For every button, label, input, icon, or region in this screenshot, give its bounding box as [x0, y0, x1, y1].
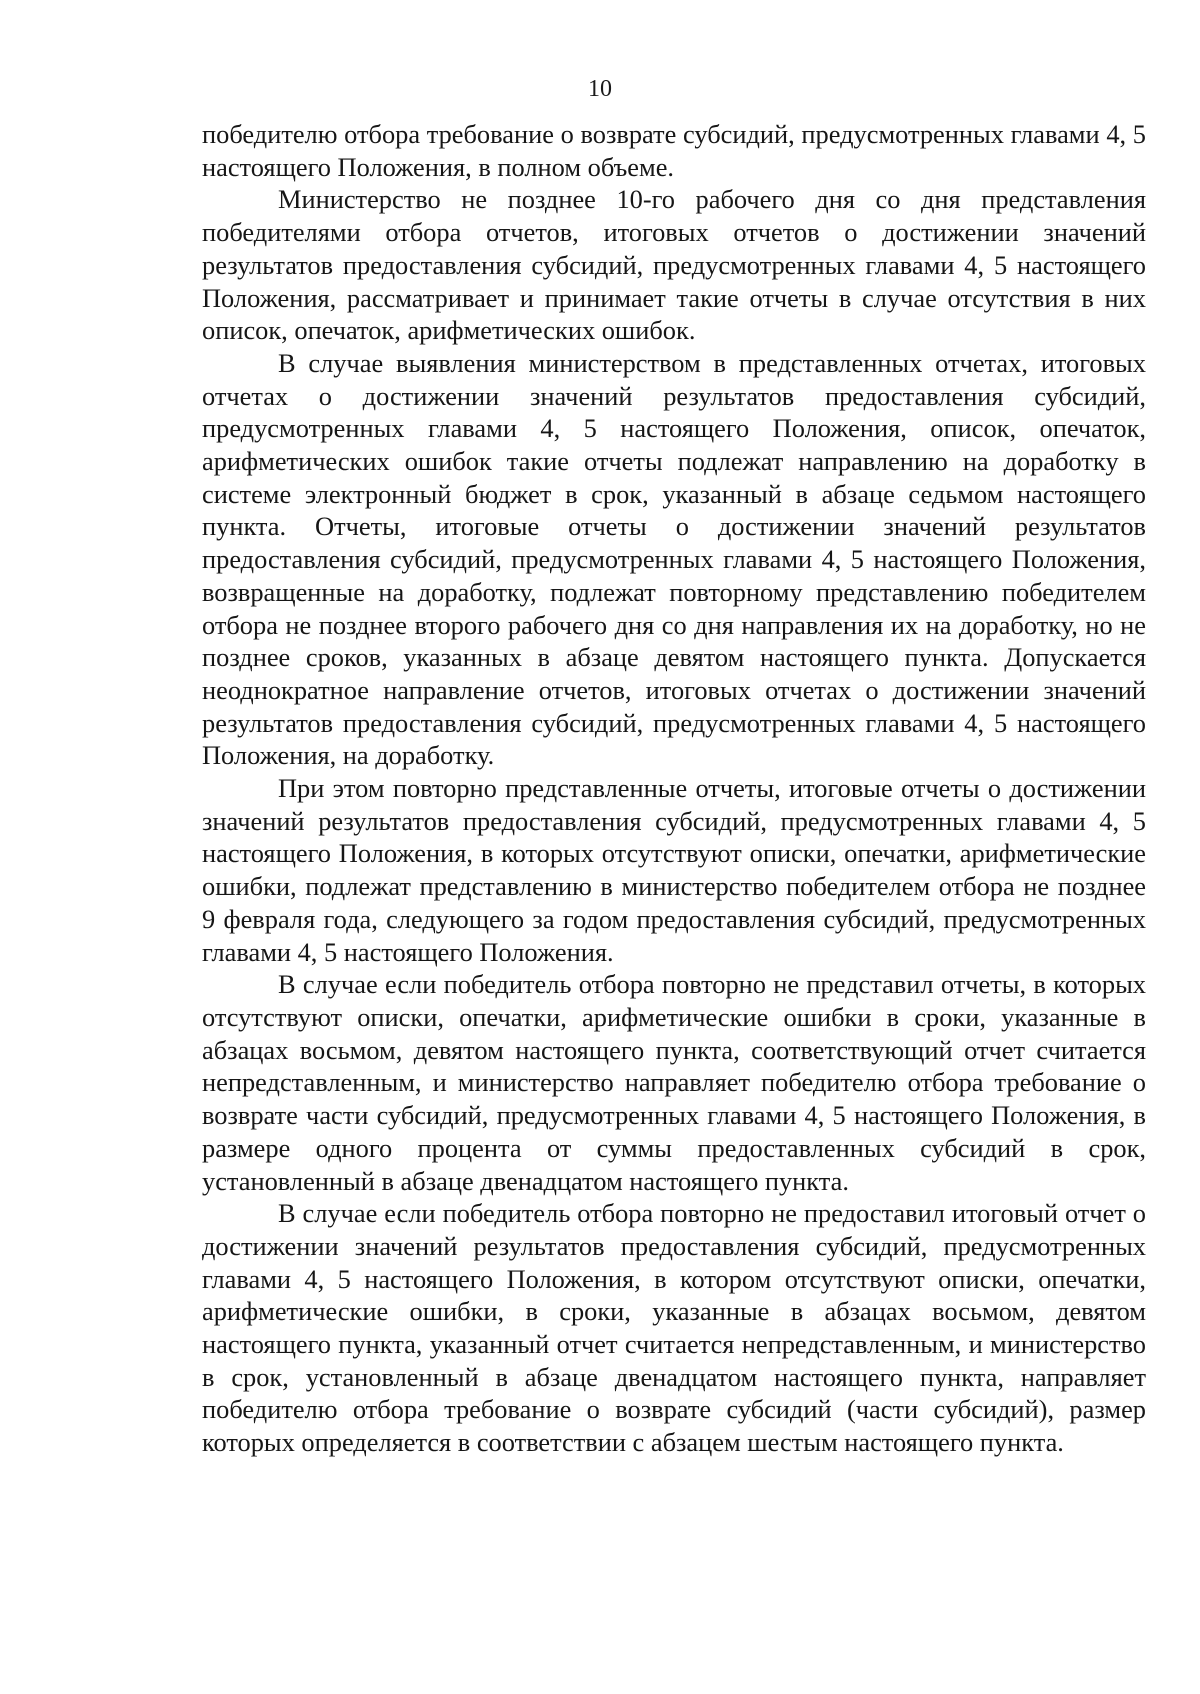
page-number: 10 — [588, 76, 612, 102]
paragraph-errors-revision: В случае выявления министерством в представленных отчетах, итоговых отчетах о достижении значений результатов предоставления субсидий, предусмотренных главами 4, 5 настоящего Положения, описок, опечаток, арифметических ошибок такие отчеты подлежат направлению на доработку в системе электронный бюджет в срок, указанный в абзаце седьмом настоящего пункта. Отчеты, итоговые отчеты о достижении значений результатов предоставления субсидий, предусмотренных главами 4, 5 настоящего Положения, возвращенные на доработку, подлежат повторному представлению победителем отбора не позднее второго рабочего дня со дня направления их на доработку, но не позднее сроков, указанных в абзаце девятом настоящего пункта. Допускается неоднократное направление отчетов, итоговых отчетах о достижении значений результатов предоставления субсидий, предусмотренных главами 4, 5 настоящего Положения, на доработку. — [202, 347, 1146, 771]
paragraph-reports-not-submitted: В случае если победитель отбора повторно не представил отчеты, в которых отсутствуют описки, опечатки, арифметические ошибки в сроки, указанные в абзацах восьмом, девятом настоящего пункта, соответствующий отчет считается непредставленным, и министерство направляет победителю отбора требование о возврате части субсидий, предусмотренных главами 4, 5 настоящего Положения, в размере одного процента от суммы предоставленных субсидий в срок, установленный в абзаце двенадцатом настоящего пункта. — [202, 969, 1146, 1196]
paragraph-final-report-not-submitted: В случае если победитель отбора повторно не предоставил итоговый отчет о достижении значений результатов предоставления субсидий, предусмотренных главами 4, 5 настоящего Положения, в котором отсутствуют описки, опечатки, арифметические ошибки, в сроки, указанные в абзацах восьмом, девятом настоящего пункта, указанный отчет считается непредставленным, и министерство в срок, установленный в абзаце двенадцатом настоящего пункта, направляет победителю отбора требование о возврате субсидий (части субсидий), размер которых определяется в соответствии с абзацем шестым настоящего пункта. — [202, 1198, 1146, 1458]
paragraph-review-reports: Министерство не позднее 10-го рабочего дня со дня представления победителями отбора отчетов, итоговых отчетов о достижении значений результатов предоставления субсидий, предусмотренных главами 4, 5 настоящего Положения, рассматривает и принимает такие отчеты в случае отсутствия в них описок, опечаток, арифметических ошибок. — [202, 184, 1146, 346]
paragraph-continuation: победителю отбора требование о возврате субсидий, предусмотренных главами 4, 5 настоящего Положения, в полном объеме. — [202, 119, 1146, 182]
paragraph-resubmission-deadline: При этом повторно представленные отчеты, итоговые отчеты о достижении значений результатов предоставления субсидий, предусмотренных главами 4, 5 настоящего Положения, в которых отсутствуют описки, опечатки, арифметические ошибки, подлежат представлению в министерство победителем отбора не позднее 9 февраля года, следующего за годом предоставления субсидий, предусмотренных главами 4, 5 настоящего Положения. — [202, 773, 1146, 967]
document-body — [202, 118, 1146, 1459]
